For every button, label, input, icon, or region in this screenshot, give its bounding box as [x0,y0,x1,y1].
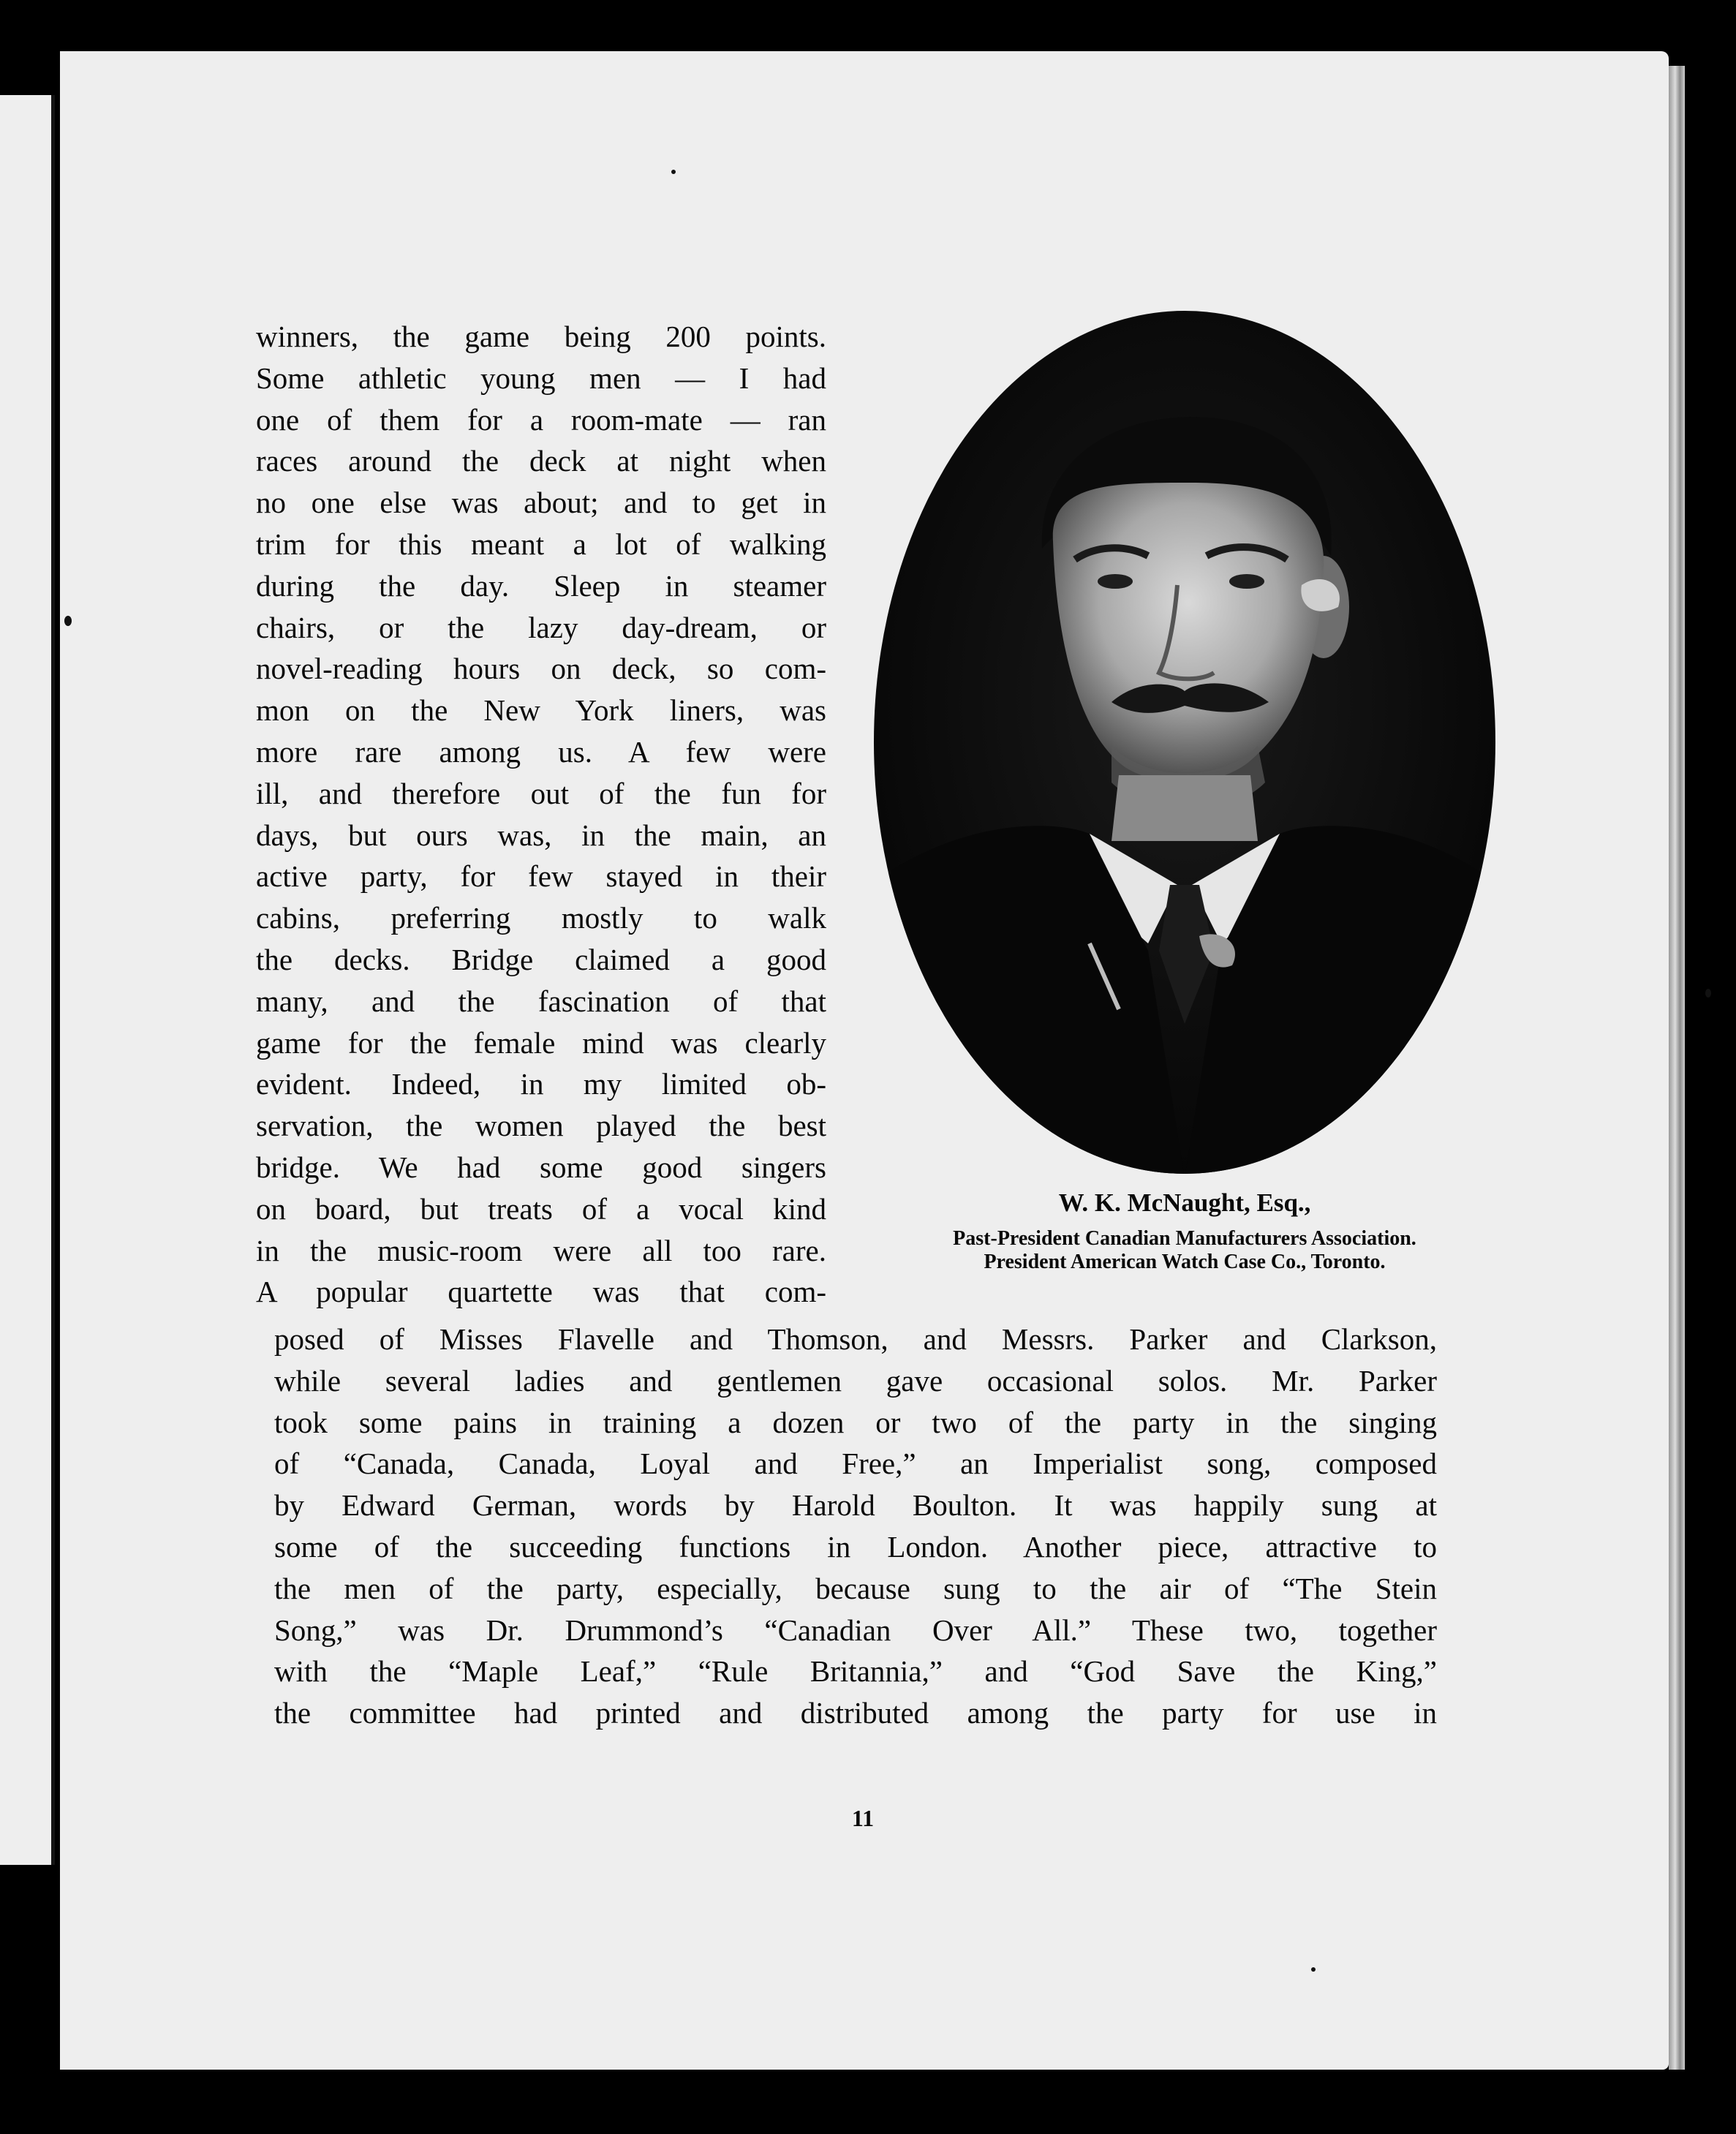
text-line: during the day. Sleep in steamer [256,568,826,603]
facing-page-edge [0,95,55,1865]
text-line: winners, the game being 200 points. [256,320,826,353]
scan-speck [1705,989,1711,998]
text-line: many, and the fascination of that [256,984,826,1018]
text-line: mon on the New York liners, was [256,693,826,728]
text-line: while several ladies and gentlemen gave occasional solos. Mr. Parker [274,1363,1437,1398]
portrait-caption-role: Past-President Canadian Manufacturers Association. [953,1227,1416,1250]
text-line: chairs, or the lazy day-dream, or [256,610,826,644]
text-line: races around the deck at night when [256,444,826,478]
text-line: more rare among us. A few were [256,734,826,769]
text-line: with the “Maple Leaf,” “Rule Britannia,” and “God Save the King,” [274,1654,1437,1689]
scan-speck [64,616,72,626]
text-line: days, but ours was, in the main, an [256,818,826,852]
text-line: A popular quartette was that com- [256,1275,826,1309]
scan-speck [1311,1967,1316,1972]
text-line: the men of the party, especially, because sung to the air of “The Stein [274,1571,1437,1605]
text-line: posed of Misses Flavelle and Thomson, and Messrs. Parker and Clarkson, [274,1322,1437,1356]
text-line: the decks. Bridge claimed a good [256,942,826,976]
text-line: evident. Indeed, in my limited ob- [256,1067,826,1101]
text-line: some of the succeeding functions in London. Another piece, attractive to [274,1529,1437,1564]
text-line: no one else was about; and to get in [256,486,826,520]
text-line: of “Canada, Canada, Loyal and Free,” an Imperialist song, composed [274,1447,1437,1481]
portrait-caption-name: W. K. McNaught, Esq., [1058,1188,1311,1217]
portrait-image [870,307,1499,1177]
text-line: on board, but treats of a vocal kind [256,1191,826,1226]
portrait-caption-role: President American Watch Case Co., Toronto. [984,1251,1386,1273]
page-number: 11 [851,1805,875,1831]
text-line: novel-reading hours on deck, so com- [256,652,826,686]
text-line: by Edward German, words by Harold Boulton. It was happily sung at [274,1488,1437,1523]
text-line: in the music-room were all too rare. [256,1233,826,1267]
text-line: cabins, preferring mostly to walk [256,901,826,935]
text-line: bridge. We had some good singers [256,1150,826,1184]
text-line: servation, the women played the best [256,1109,826,1143]
page-stack-edge [1669,66,1685,2070]
text-line: Some athletic young men — I had [256,361,826,395]
text-line: ill, and therefore out of the fun for [256,776,826,810]
text-line: took some pains in training a dozen or two of the party in the singing [274,1405,1437,1439]
text-line: one of them for a room-mate — ran [256,402,826,437]
text-line: active party, for few stayed in their [256,859,826,894]
left-column-text [256,316,826,1313]
text-line: Song,” was Dr. Drummond’s “Canadian Over All.” These two, together [274,1613,1437,1647]
text-line: game for the female mind was clearly [256,1025,826,1060]
text-line: trim for this meant a lot of walking [256,527,826,561]
scan-speck [671,170,676,174]
portrait-photo [870,307,1499,1177]
full-width-text [274,1319,1437,1734]
text-line: the committee had printed and distributed among the party for use in [274,1696,1437,1730]
